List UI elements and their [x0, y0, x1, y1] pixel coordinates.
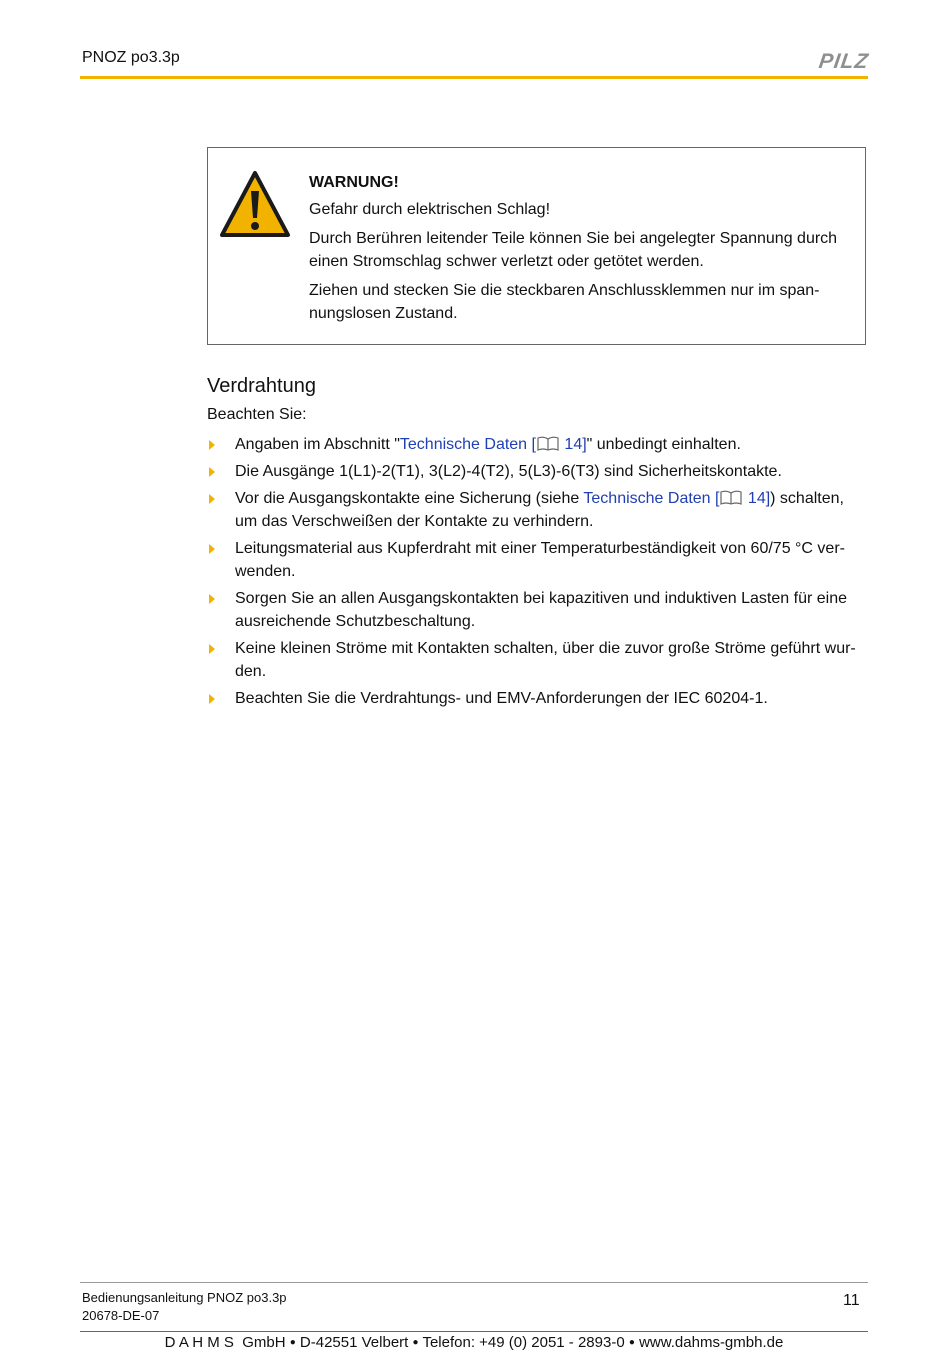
bullet-arrow-icon: [209, 440, 215, 450]
dealer-phone: Telefon: +49 (0) 2051 - 2893-0: [422, 1334, 625, 1351]
footer-doc-id: 20678-DE-07: [82, 1308, 160, 1323]
warning-triangle-icon: [219, 169, 291, 241]
dealer-footer: [80, 1334, 868, 1351]
separator-dot-icon: ●: [412, 1337, 419, 1348]
warning-title: WARNUNG!: [309, 174, 399, 191]
warning-text: [309, 172, 854, 332]
bullet-arrow-icon: [209, 467, 215, 477]
bullet-arrow-icon: [209, 544, 215, 554]
link-technische-daten[interactable]: Technische Daten [ 14]: [583, 490, 771, 507]
list-item: Leitungsmaterial aus Kupferdraht mit einer Temperaturbeständigkeit von 60/75 °C ver-wenden.: [207, 537, 867, 583]
list-item: Vor die Ausgangskontakte eine Sicherung (siehe Technische Daten [ 14]) schalten, um das Verschweißen der Kontakte zu verhindern.: [207, 487, 867, 533]
footer-rule: [80, 1282, 868, 1283]
dealer-address: D-42551 Velbert: [299, 1334, 409, 1351]
pilz-logo: PILZ: [817, 50, 871, 73]
bullet-list: [207, 433, 867, 714]
book-icon: [720, 489, 742, 505]
footer-rule-bottom: [80, 1331, 868, 1332]
header-rule: [80, 76, 868, 79]
bullet-arrow-icon: [209, 594, 215, 604]
separator-dot-icon: ●: [628, 1337, 635, 1348]
list-item: Keine kleinen Ströme mit Kontakten schalten, über die zuvor große Ströme geführt wur-den.: [207, 637, 867, 683]
warning-paragraph: Ziehen und stecken Sie die steckbaren Anschlussklemmen nur im span-nungslosen Zustand.: [309, 282, 820, 322]
warning-paragraph: Durch Berühren leitender Teile können Sie bei angelegter Spannung durch einen Stromschlag schwer verletzt oder getötet werden.: [309, 230, 838, 270]
header-title: PNOZ po3.3p: [82, 49, 180, 66]
footer-doc-info: [82, 1289, 287, 1325]
page-number: 11: [843, 1292, 860, 1309]
list-item: Beachten Sie die Verdrahtungs- und EMV-Anforderungen der IEC 60204-1.: [207, 687, 867, 710]
bullet-arrow-icon: [209, 644, 215, 654]
link-technische-daten[interactable]: Technische Daten [ 14]: [399, 436, 587, 453]
separator-dot-icon: ●: [289, 1337, 296, 1348]
warning-subtitle: Gefahr durch elektrischen Schlag!: [309, 200, 551, 218]
dealer-company: D A H M S GmbH: [164, 1334, 286, 1351]
footer-doc-name: Bedienungsanleitung PNOZ po3.3p: [82, 1290, 287, 1305]
warning-box: [207, 147, 866, 345]
list-item: Angaben im Abschnitt "Technische Daten [ 14]" unbedingt einhalten.: [207, 433, 867, 456]
list-item: Die Ausgänge 1(L1)-2(T1), 3(L2)-4(T2), 5(L3)-6(T3) sind Sicherheitskontakte.: [207, 460, 867, 483]
section-title: Verdrahtung: [207, 375, 316, 397]
list-item: Sorgen Sie an allen Ausgangskontakten bei kapazitiven und induktiven Lasten für eine ausreichende Schutzbeschaltung.: [207, 587, 867, 633]
bullet-arrow-icon: [209, 494, 215, 504]
section-intro: Beachten Sie:: [207, 406, 307, 423]
bullet-arrow-icon: [209, 694, 215, 704]
dealer-website-link[interactable]: www.dahms-gmbh.de: [639, 1334, 784, 1351]
book-icon: [537, 435, 559, 451]
